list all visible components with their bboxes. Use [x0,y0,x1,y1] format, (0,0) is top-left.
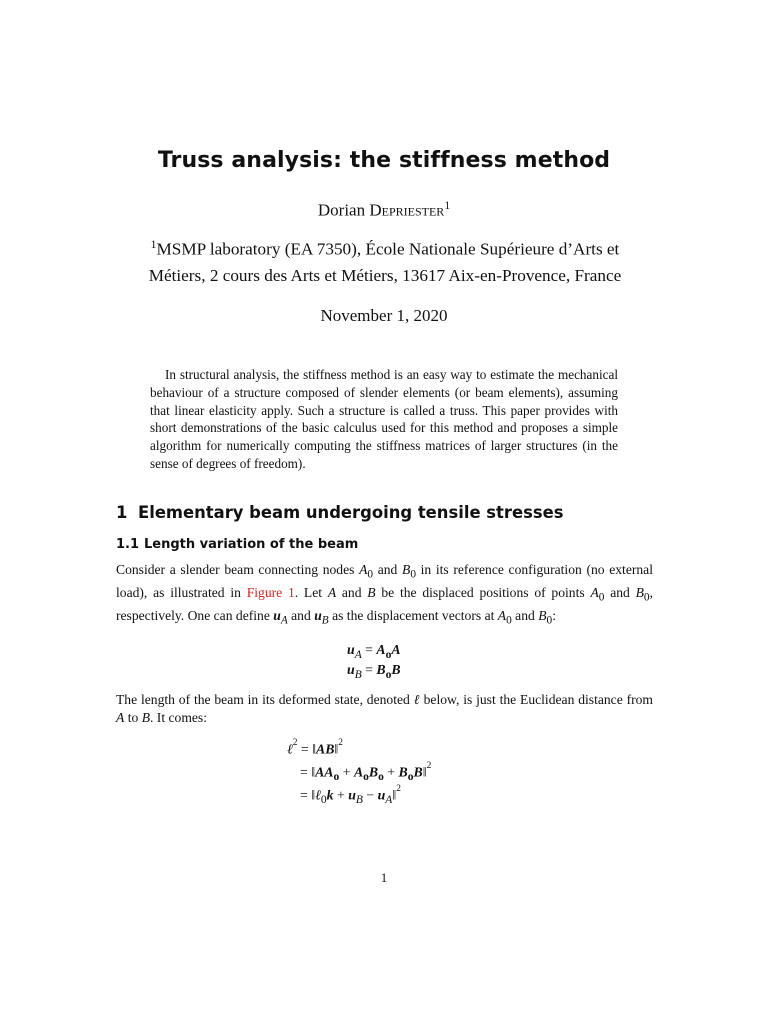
equation-u-a: $u_A = A_oA$ [347,642,401,661]
figure-1-link[interactable]: Figure 1 [246,585,295,601]
paper-title: Truss analysis: the stiffness method [157,148,611,173]
affiliation-line-1: MSMP laboratory (EA 7350), École Nationale Supérieure d’Arts et [156,239,620,259]
author-last-name: Depriester [369,200,445,220]
abstract: In structural analysis, the stiffness method is an easy way to estimate the mechanical behaviour of a structure composed of slender elements (or beam elements), assuming that linear elasticity apply. Such a structure is called a truss. This paper provides with short demonstrations of the basic calculus used for this method and proposes a simple algorithm for numerically computing the stiffness matrices of larger structures (in the sense of degrees of freedom). [150,367,618,471]
affiliation-line-2: Métiers, 2 cours des Arts et Métiers, 13617 Aix-en-Provence, France [148,265,622,285]
equation-length-1: ℓ$^2$ = ‖AB‖$^2$ [287,738,343,757]
author-affiliation-mark: 1 [444,199,451,212]
equation-u-b: $u_B = B_oB$ [347,662,401,681]
affiliation-mark: 1 [150,238,157,251]
paragraph-2: The length of the beam in its deformed state, denoted ℓ below, is just the Euclidean distance from A to B. It comes: [116,692,654,726]
page-number: 1 [380,871,388,885]
subsection-heading [116,537,358,552]
paragraph-1: Consider a slender beam connecting nodes $A_0$ and $B_0$ in its reference configuration (no external load), as illustrated in Figure 1. Let A and B be the displaced positions of points $A_0$ and $B_0$, respectively. One can define $u_A$ and $u_B$ as the displacement vectors at $A_0$ and $B_0$: [116,562,653,627]
author-line [0,199,768,221]
section-number: 1 [116,503,128,522]
section-heading [116,503,563,522]
paper-date: November 1, 2020 [320,306,448,325]
subsection-title: Length variation of the beam [144,537,359,552]
subsection-number: 1.1 [116,537,140,552]
author-first-name: Dorian [317,200,366,220]
affiliation [115,232,655,289]
equation-length-3: = ‖ℓ$_0$k + $u_B$ − $u_A‖^2$ [300,784,401,807]
equation-length-2: = $‖AA_o + A_oB_o$ + $B_oB‖^2$ [300,761,432,784]
section-title: Elementary beam undergoing tensile stresses [138,503,564,522]
